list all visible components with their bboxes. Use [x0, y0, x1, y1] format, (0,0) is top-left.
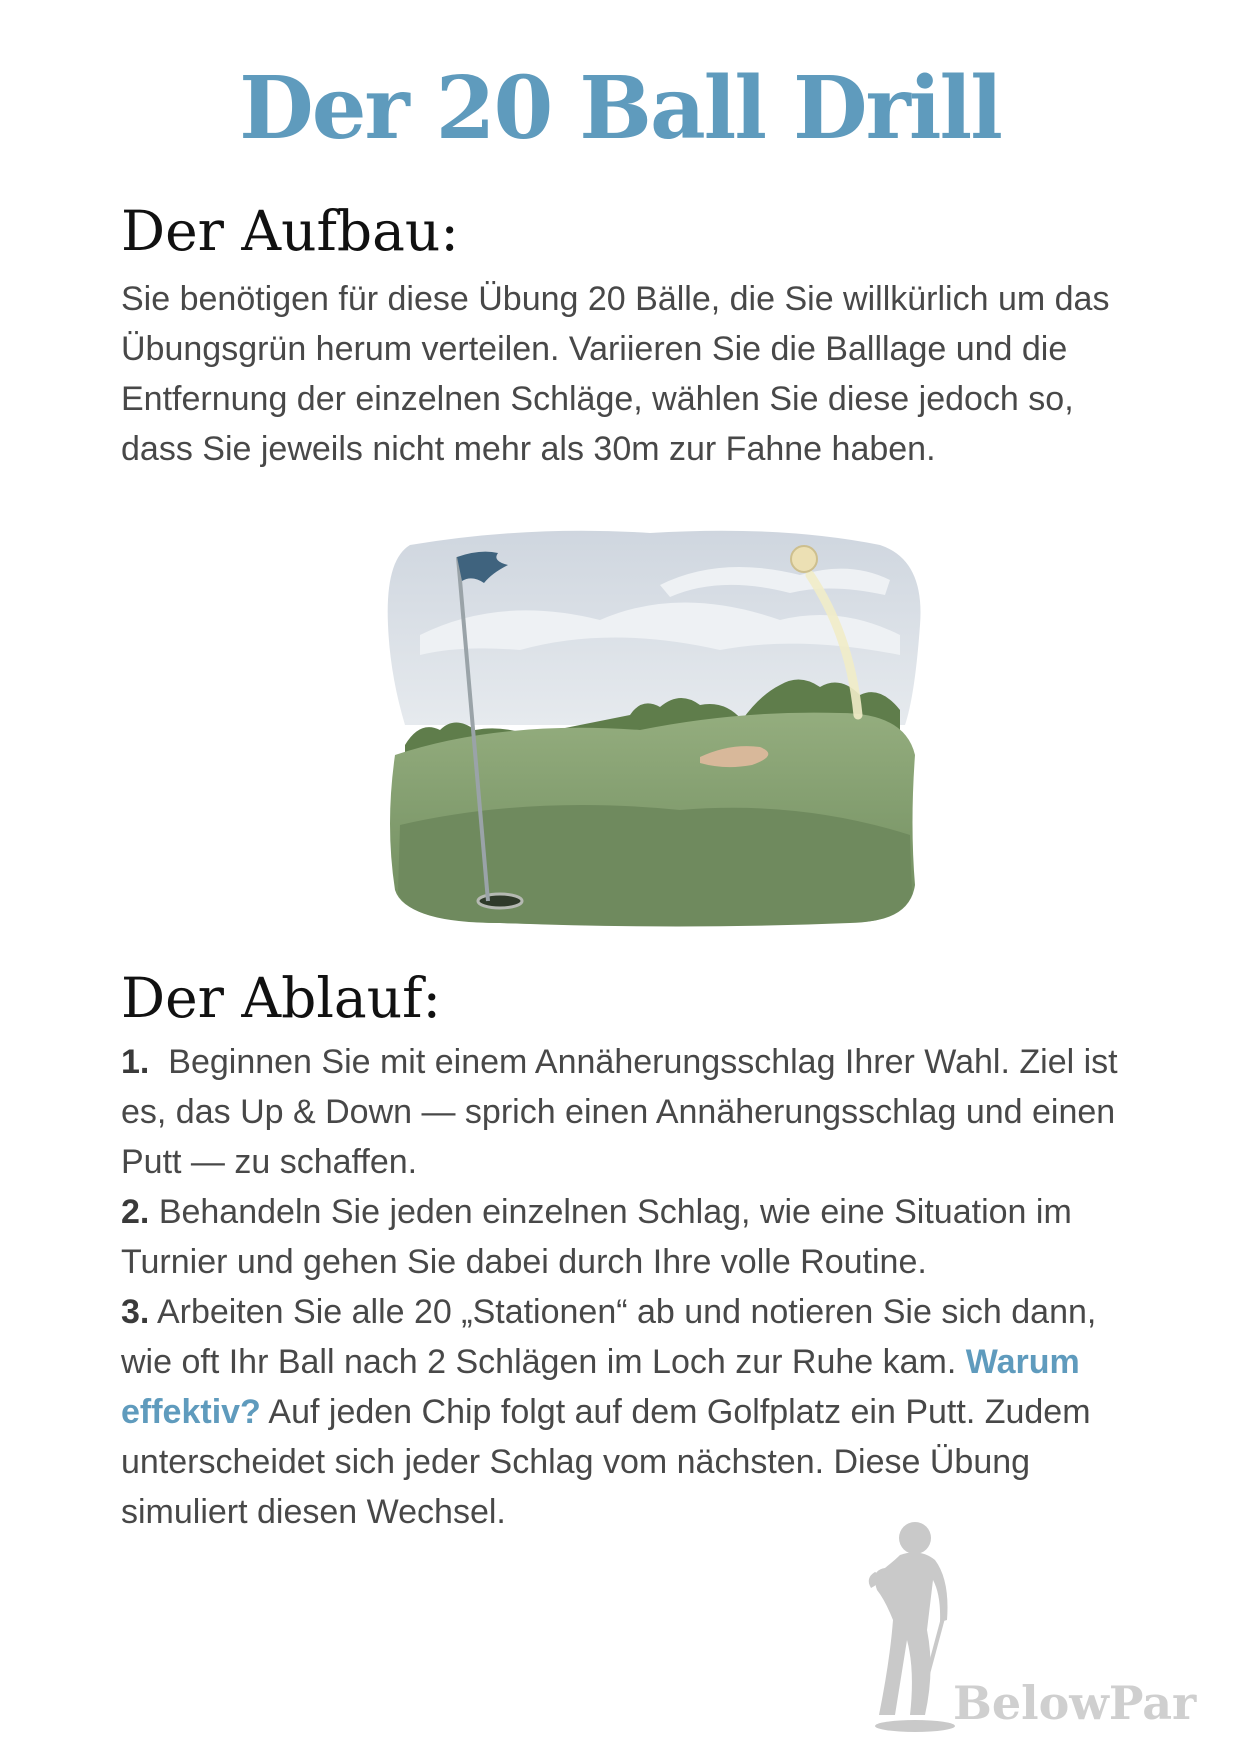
- step-text: Behandeln Sie jeden einzelnen Schlag, wie eine Situation im Turnier und gehen Sie dabei durch Ihre volle Routine.: [121, 1193, 1072, 1281]
- aufbau-paragraph: Sie benötigen für diese Übung 20 Bälle, die Sie willkürlich um das Übungsgrün herum verteilen. Variieren Sie die Balllage und die Entfernung der einzelnen Schläge, wählen Sie diese jedoch so, dass Sie jeweils nicht mehr als 30m zur Fahne haben.: [121, 280, 1110, 468]
- step-text: Beginnen Sie mit einem Annäherungsschlag Ihrer Wahl. Ziel ist es, das Up & Down — sprich einen Annäherungsschlag und einen Putt — zu schaffen.: [121, 1043, 1118, 1181]
- step-number: 2.: [121, 1193, 150, 1231]
- ablauf-paragraph: [121, 1037, 1121, 1537]
- step-text: Arbeiten Sie alle 20 „Stationen“ ab und notieren Sie sich dann, wie oft Ihr Ball nach 2 Schlägen im Loch zur Ruhe kam.: [121, 1293, 1097, 1381]
- step-number: 1.: [121, 1043, 150, 1081]
- green-surface: [398, 805, 912, 927]
- section-heading-aufbau: Der Aufbau:: [121, 199, 459, 263]
- golf-ball: [791, 546, 817, 572]
- page-title: Der 20 Ball Drill: [239, 58, 1001, 159]
- hole-cup: [478, 894, 522, 908]
- closing-text: Auf jeden Chip folgt auf dem Golfplatz ein Putt. Zudem unterscheidet sich jeder Schlag vom nächsten. Diese Übung simuliert diesen Wechsel.: [121, 1393, 1091, 1531]
- highlight-warum-effektiv: Warum effektiv?: [121, 1343, 1080, 1431]
- step-number: 3.: [121, 1293, 150, 1331]
- section-heading-ablauf: Der Ablauf:: [121, 966, 442, 1030]
- golf-green-illustration: [380, 525, 925, 930]
- brand-logo: BelowPar: [953, 1676, 1197, 1730]
